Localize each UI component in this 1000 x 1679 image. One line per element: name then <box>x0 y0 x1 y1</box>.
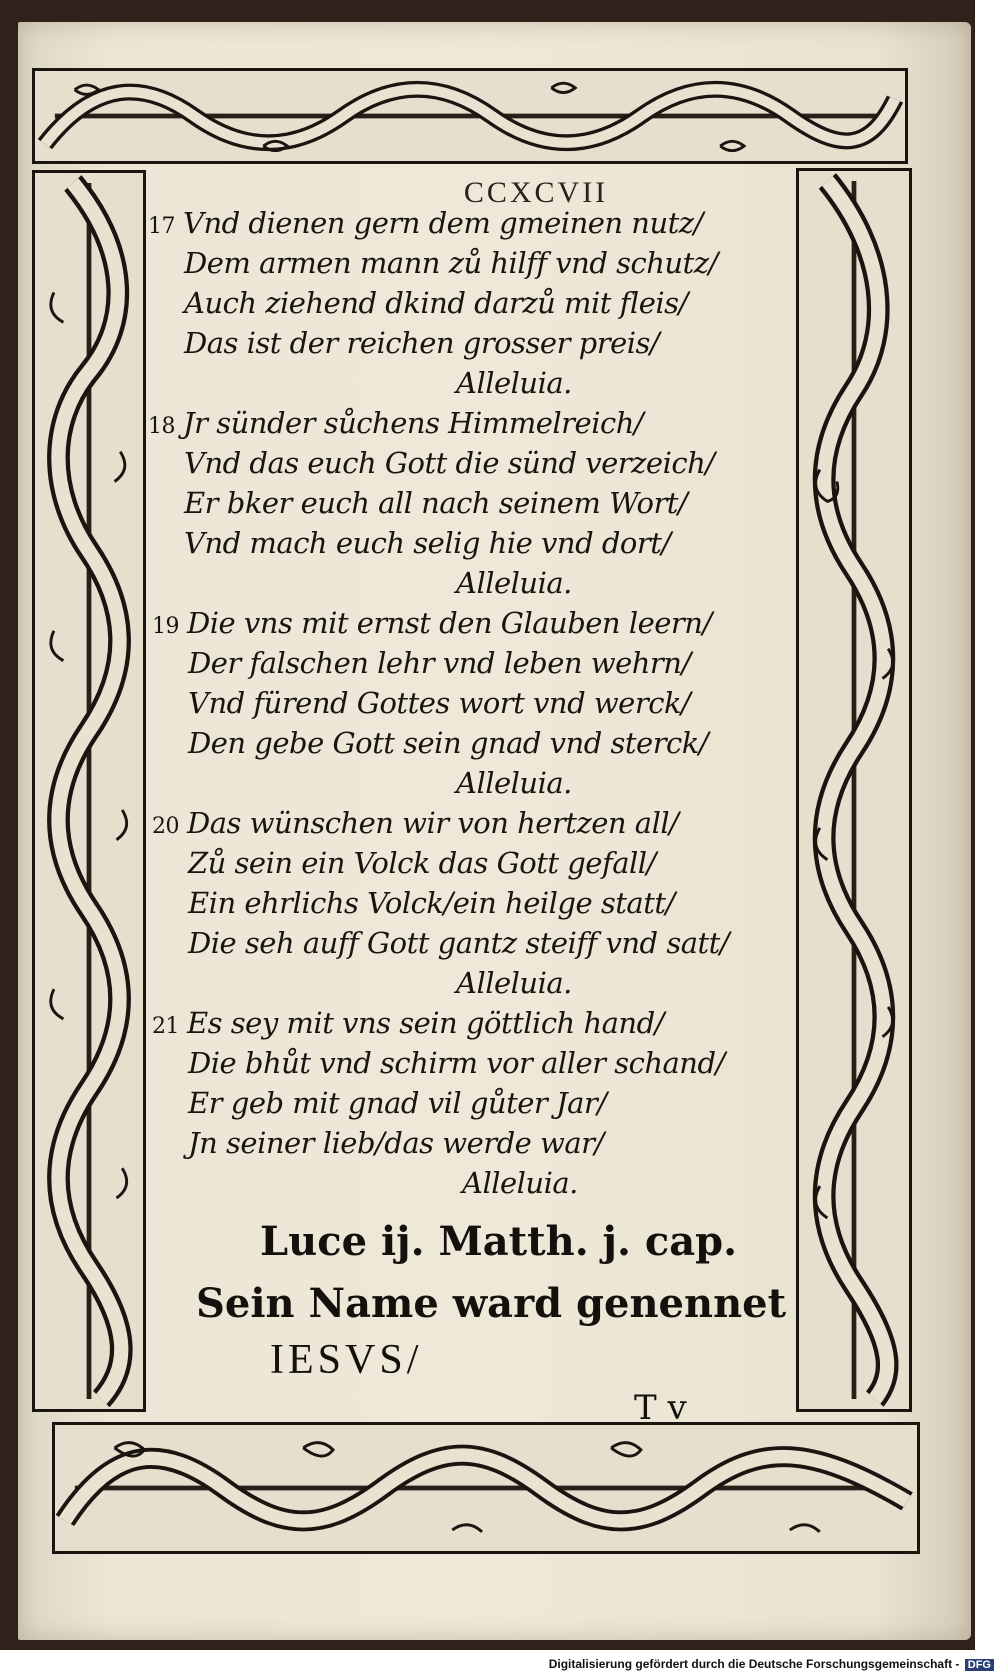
verse-19-line-1: 19 Die vns mit ernst den Glauben leern/ <box>152 606 712 640</box>
verse-20-line-2: Zů sein ein Volck das Gott gefall/ <box>188 846 656 880</box>
verse-21-line-4: Jn seiner lieb/das werde war/ <box>188 1126 604 1160</box>
verse-21-line-1: 21 Es sey mit vns sein göttlich hand/ <box>152 1006 664 1040</box>
verse-17-line-1: 17 Vnd dienen gern dem gmeinen nutz/ <box>148 206 703 240</box>
footer-text: Digitalisierung gefördert durch die Deutsche Forschungsgemeinschaft - <box>548 1657 960 1671</box>
name-heading: Sein Name ward genennet <box>196 1280 787 1327</box>
woodcut-border-bottom <box>52 1422 920 1554</box>
verse-18-line-2: Vnd das euch Gott die sünd verzeich/ <box>184 446 715 480</box>
verse-18-line-1: 18 Jr sünder sůchens Himmelreich/ <box>148 406 644 440</box>
woodcut-border-right <box>796 168 912 1412</box>
ribbon-vine-ornament-top <box>35 71 905 161</box>
verse-17-line-4: Das ist der reichen grosser preis/ <box>184 326 660 360</box>
digitization-footer <box>549 1657 994 1671</box>
verse-20-line-1: 20 Das wünschen wir von hertzen all/ <box>152 806 679 840</box>
verse-19-line-3: Vnd fürend Gottes wort vnd werck/ <box>188 686 691 720</box>
verse-17-alleluia: Alleluia. <box>456 366 572 400</box>
verse-number: 20 <box>152 814 179 839</box>
verse-18-alleluia: Alleluia. <box>456 566 572 600</box>
book-page <box>18 22 971 1640</box>
verse-number: 17 <box>148 214 175 239</box>
woodcut-border-top <box>32 68 908 164</box>
verse-19-line-4: Den gebe Gott sein gnad vnd sterck/ <box>188 726 709 760</box>
ribbon-vine-ornament-bottom <box>55 1425 917 1551</box>
verse-19-line-2: Der falschen lehr vnd leben wehrn/ <box>188 646 691 680</box>
page-number: CCXCVII <box>463 176 609 209</box>
verse-17-line-2: Dem armen mann zů hilff vnd schutz/ <box>184 246 718 280</box>
verse-17-line-3: Auch ziehend dkind darzů mit fleis/ <box>184 286 688 320</box>
jesus-name: IESVS/ <box>270 1337 423 1383</box>
dfg-logo: DFG <box>965 1659 994 1671</box>
verse-21-line-3: Er geb mit gnad vil gůter Jar/ <box>188 1086 607 1120</box>
ribbon-vine-ornament-left <box>35 173 143 1409</box>
verse-number: 21 <box>152 1014 179 1039</box>
verse-19-alleluia: Alleluia. <box>456 766 572 800</box>
woodcut-border-left <box>32 170 146 1412</box>
signature-mark: T v <box>634 1388 687 1428</box>
verse-number: 18 <box>148 414 175 439</box>
scripture-reference-heading: Luce ij. Matth. j. cap. <box>260 1218 738 1265</box>
verse-20-line-3: Ein ehrlichs Volck/ein heilge statt/ <box>188 886 675 920</box>
verse-20-alleluia: Alleluia. <box>456 966 572 1000</box>
verse-number: 19 <box>152 614 179 639</box>
verse-18-line-4: Vnd mach euch selig hie vnd dort/ <box>184 526 671 560</box>
verse-20-line-4: Die seh auff Gott gantz steiff vnd satt/ <box>188 926 730 960</box>
verse-18-line-3: Er bker euch all nach seinem Wort/ <box>184 486 688 520</box>
verse-21-alleluia: Alleluia. <box>462 1166 578 1200</box>
verse-21-line-2: Die bhůt vnd schirm vor aller schand/ <box>188 1046 725 1080</box>
ribbon-vine-ornament-right <box>799 171 909 1409</box>
